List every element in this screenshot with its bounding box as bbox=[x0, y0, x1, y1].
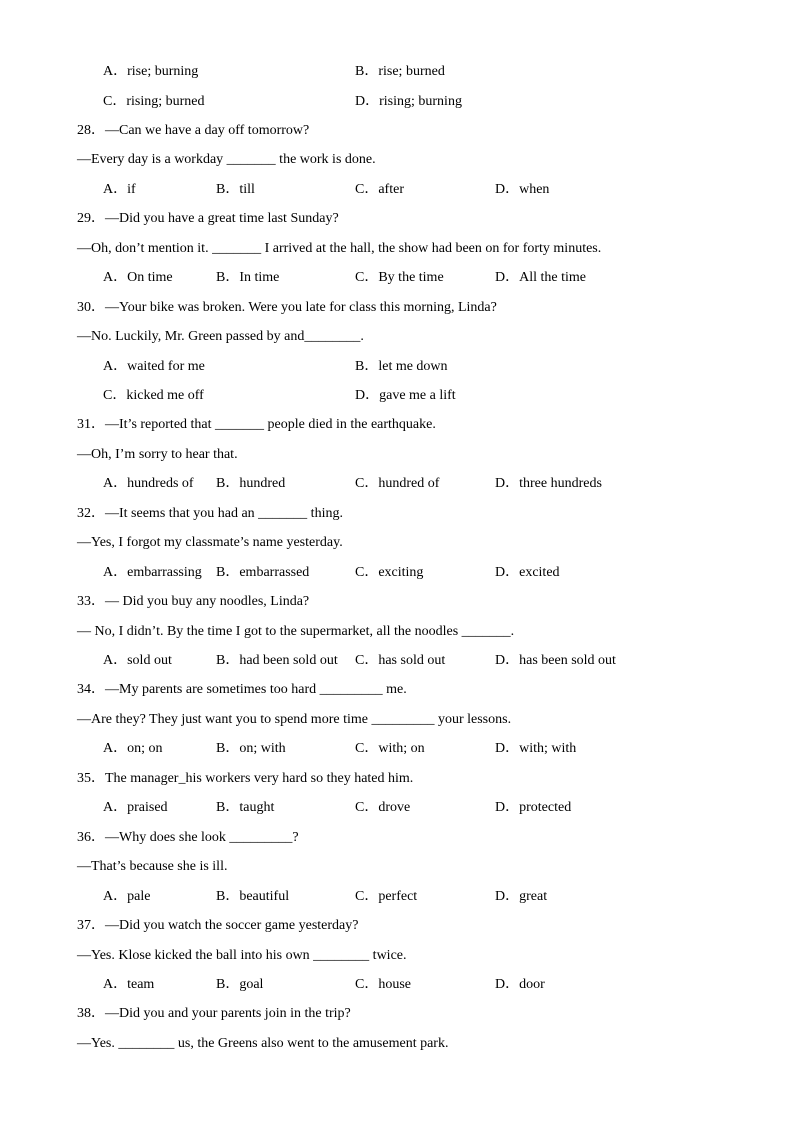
option-b: B．In time bbox=[216, 270, 280, 286]
option-row bbox=[0, 798, 800, 818]
option-d: D．with; with bbox=[495, 741, 577, 757]
option-c: C．with; on bbox=[355, 741, 425, 757]
question-text: 32．—It seems that you had an _______ thing. bbox=[77, 505, 343, 521]
option-c: C．hundred of bbox=[355, 476, 440, 492]
option-row bbox=[0, 357, 800, 377]
option-d: D．excited bbox=[495, 564, 560, 580]
option-d: D．great bbox=[495, 888, 548, 904]
option-row bbox=[0, 474, 800, 494]
question-text: 38．—Did you and your parents join in the trip? bbox=[77, 1006, 351, 1022]
option-b: B．beautiful bbox=[216, 888, 290, 904]
option-b: B．on; with bbox=[216, 741, 286, 757]
option-a: A．on; on bbox=[103, 741, 163, 757]
question-text: 37．—Did you watch the soccer game yesterday? bbox=[77, 918, 359, 933]
option-row bbox=[0, 975, 800, 995]
option-a: A．hundreds of bbox=[103, 476, 194, 492]
option-row bbox=[0, 180, 800, 200]
option-d: D．All the time bbox=[495, 270, 586, 286]
option-row bbox=[0, 563, 800, 583]
question-text: 29．—Did you have a great time last Sunday? bbox=[77, 211, 339, 227]
option-b: B．hundred bbox=[216, 476, 286, 492]
option-row bbox=[0, 739, 800, 759]
question-text: —Are they? They just want you to spend more time _________ your lessons. bbox=[77, 711, 512, 727]
question-text: —Yes. Klose kicked the ball into his own ________ twice. bbox=[77, 947, 407, 963]
question-text: —No. Luckily, Mr. Green passed by and________. bbox=[77, 329, 364, 345]
question-text: 33．— Did you buy any noodles, Linda? bbox=[77, 594, 310, 610]
option-left: C．kicked me off bbox=[103, 387, 204, 403]
question-text: —Yes, I forgot my classmate’s name yesterday. bbox=[77, 535, 343, 551]
question-text: 36．—Why does she look _________? bbox=[77, 829, 299, 845]
question-text: 35．The manager_his workers very hard so they hated him. bbox=[77, 770, 414, 786]
option-c: C．perfect bbox=[355, 888, 418, 904]
option-c: C．drove bbox=[355, 800, 411, 816]
option-c: C．after bbox=[355, 181, 404, 197]
option-a: A．praised bbox=[103, 800, 168, 816]
question-text: 31．—It’s reported that _______ people died in the earthquake. bbox=[77, 417, 436, 433]
option-row bbox=[0, 92, 800, 112]
option-c: C．has sold out bbox=[355, 653, 446, 668]
option-d: D．has been sold out bbox=[495, 653, 616, 668]
option-a: A．if bbox=[103, 181, 136, 197]
option-d: D．door bbox=[495, 976, 545, 992]
option-right: D．rising; burning bbox=[355, 93, 462, 109]
option-a: A．On time bbox=[103, 270, 173, 286]
option-left: A．rise; burning bbox=[103, 64, 199, 79]
option-left: A．waited for me bbox=[103, 358, 205, 374]
question-text: —Oh, I’m sorry to hear that. bbox=[77, 446, 238, 462]
option-a: A．sold out bbox=[103, 653, 172, 668]
option-row bbox=[0, 386, 800, 406]
question-text: —Oh, don’t mention it. _______ I arrived at the hall, the show had been on for forty minutes. bbox=[77, 240, 602, 256]
option-b: B．till bbox=[216, 181, 255, 197]
option-row bbox=[0, 651, 800, 671]
option-right: D．gave me a lift bbox=[355, 387, 456, 403]
option-b: B．embarrassed bbox=[216, 564, 310, 580]
option-d: D．protected bbox=[495, 800, 572, 816]
question-text: —That’s because she is ill. bbox=[77, 859, 228, 875]
option-c: C．By the time bbox=[355, 270, 444, 286]
option-right: B．rise; burned bbox=[355, 64, 445, 79]
option-c: C．house bbox=[355, 976, 411, 992]
option-b: B．goal bbox=[216, 976, 264, 992]
option-d: D．when bbox=[495, 181, 550, 197]
question-text: — No, I didn’t. By the time I got to the supermarket, all the noodles _______. bbox=[77, 623, 515, 639]
option-row bbox=[0, 887, 800, 907]
option-d: D．three hundreds bbox=[495, 476, 602, 492]
option-a: A．pale bbox=[103, 888, 151, 904]
option-right: B．let me down bbox=[355, 358, 448, 374]
question-text: 28．—Can we have a day off tomorrow? bbox=[77, 122, 310, 138]
option-b: B．had been sold out bbox=[216, 653, 338, 668]
question-text: 34．—My parents are sometimes too hard _________ me. bbox=[77, 682, 407, 698]
option-c: C．exciting bbox=[355, 564, 424, 580]
question-text: —Yes. ________ us, the Greens also went to the amusement park. bbox=[77, 1035, 449, 1051]
option-left: C．rising; burned bbox=[103, 93, 205, 109]
option-a: A．team bbox=[103, 976, 155, 992]
option-row bbox=[0, 268, 800, 288]
option-row bbox=[0, 62, 800, 82]
question-text: —Every day is a workday _______ the work is done. bbox=[77, 152, 376, 168]
option-b: B．taught bbox=[216, 800, 275, 816]
question-text: 30．—Your bike was broken. Were you late for class this morning, Linda? bbox=[77, 299, 497, 315]
option-a: A．embarrassing bbox=[103, 564, 202, 580]
